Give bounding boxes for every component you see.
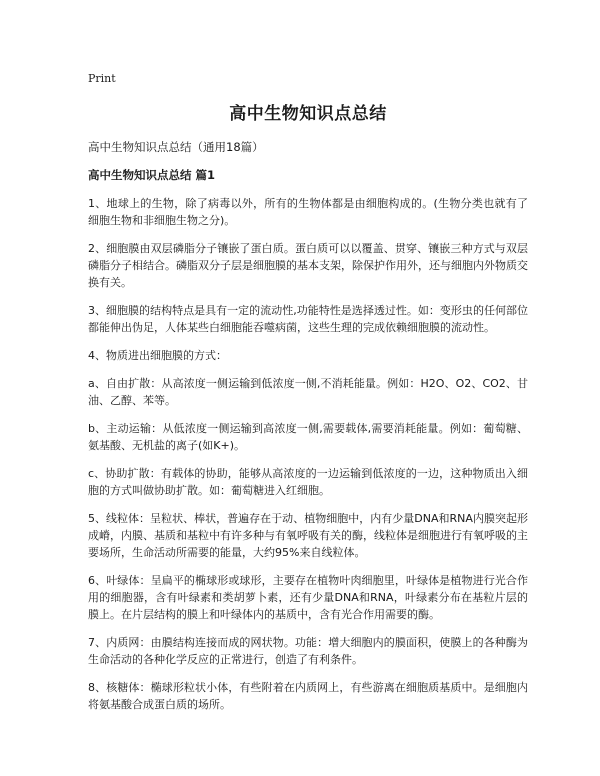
paragraph-7: 7、内质网：由膜结构连接而成的网状物。功能：增大细胞内的膜面积，使膜上的各种酶为生命活动的各种化学反应的正常进行，创造了有利条件。 xyxy=(88,636,528,666)
paragraph-8: 8、核糖体：椭球形粒状小体，有些附着在内质网上，有些游离在细胞质基质中。是细胞内将氨基酸合成蛋白质的场所。 xyxy=(88,681,528,711)
print-link[interactable]: Print xyxy=(88,72,116,85)
page-title: 高中生物知识点总结 xyxy=(229,104,387,124)
paragraph-2: 2、细胞膜由双层磷脂分子镶嵌了蛋白质。蛋白质可以以覆盖、贯穿、镶嵌三种方式与双层磷脂分子相结合。磷脂双分子层是细胞膜的基本支架，除保护作用外，还与细胞内外物质交换有关。 xyxy=(88,242,528,289)
document-page xyxy=(88,72,528,724)
section-heading: 高中生物知识点总结 篇1 xyxy=(88,168,216,182)
paragraph-6: 6、叶绿体：呈扁平的椭球形或球形，主要存在植物叶肉细胞里，叶绿体是植物进行光合作用的细胞器，含有叶绿素和类胡萝卜素，还有少量DNA和RNA，叶绿素分布在基粒片层的膜上。在片层结构的膜上和叶绿体内的基质中，含有光合作用需要的酶。 xyxy=(88,574,528,621)
paragraph-4b: b、主动运输：从低浓度一侧运输到高浓度一侧,需要载体,需要消耗能量。例如：葡萄糖、氨基酸、无机盐的离子(如K+)。 xyxy=(88,422,528,452)
paragraph-4: 4、物质进出细胞膜的方式： xyxy=(88,349,227,362)
paragraph-4a: a、自由扩散：从高浓度一侧运输到低浓度一侧,不消耗能量。例如：H2O、O2、CO2、甘油、乙醇、苯等。 xyxy=(88,377,528,407)
paragraph-3: 3、细胞膜的结构特点是具有一定的流动性,功能特性是选择透过性。如：变形虫的任何部位都能伸出伪足，人体某些白细胞能吞噬病菌，这些生理的完成依赖细胞膜的流动性。 xyxy=(88,304,528,334)
paragraph-1: 1、地球上的生物，除了病毒以外，所有的生物体都是由细胞构成的。(生物分类也就有了细胞生物和非细胞生物之分)。 xyxy=(88,197,528,227)
paragraph-5: 5、线粒体：呈粒状、棒状，普遍存在于动、植物细胞中，内有少量DNA和RNA内膜突起形成嵴，内膜、基质和基粒中有许多种与有氧呼吸有关的酶，线粒体是细胞进行有氧呼吸的主要场所，生命活动所需要的能量，大约95%来自线粒体。 xyxy=(88,512,528,559)
document-subtitle: 高中生物知识点总结（通用18篇） xyxy=(88,140,264,154)
paragraph-4c: c、协助扩散：有载体的协助，能够从高浓度的一边运输到低浓度的一边，这种物质出入细胞的方式叫做协助扩散。如：葡萄糖进入红细胞。 xyxy=(88,467,528,497)
